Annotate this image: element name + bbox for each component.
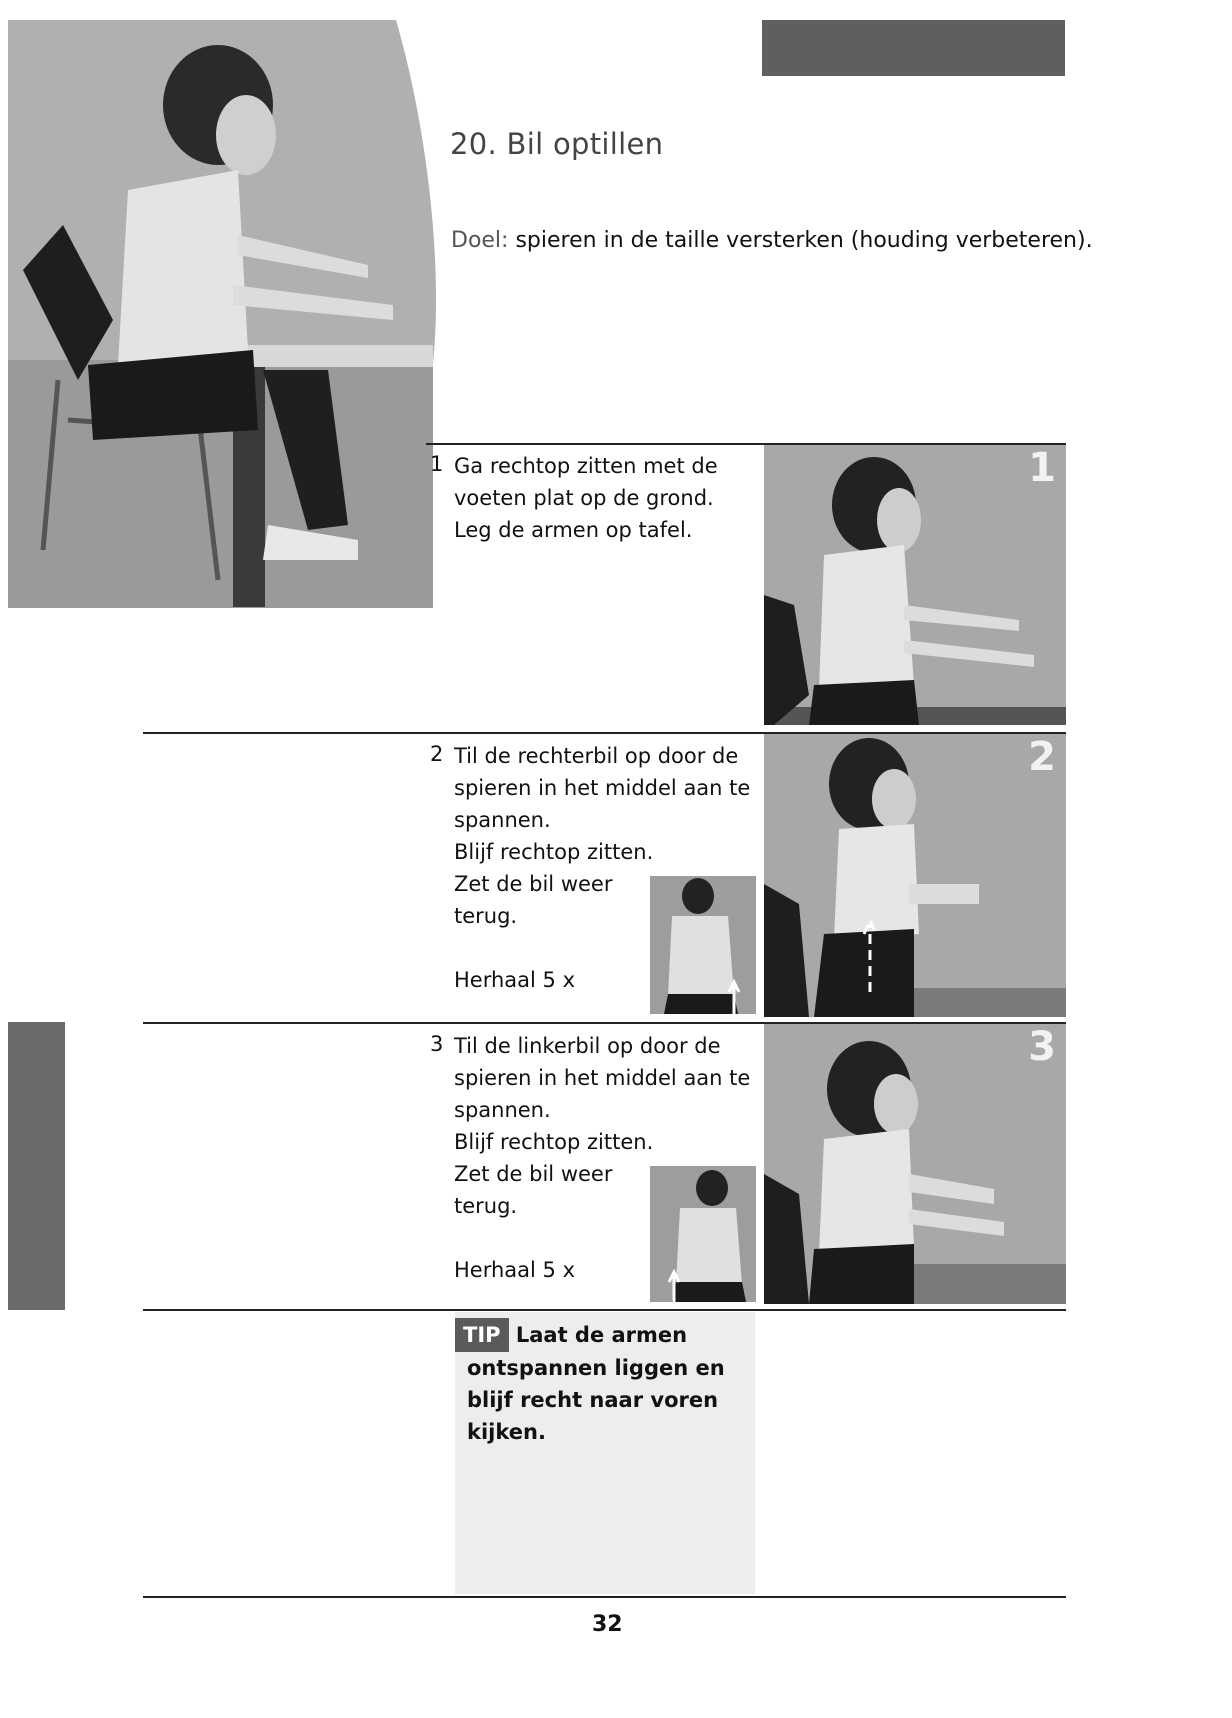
goal-line	[451, 228, 1093, 253]
step-3-illustration	[764, 1024, 1066, 1304]
side-tab	[8, 1022, 65, 1310]
step-repeat: Herhaal 5 x	[454, 1258, 575, 1282]
step-3-thumbnail	[650, 1166, 756, 1302]
tip-text	[455, 1312, 755, 1448]
step-line: Til de linkerbil op door de	[454, 1034, 721, 1058]
hero-photo	[8, 20, 436, 608]
photo-number: 2	[1028, 734, 1056, 780]
page-number: 32	[592, 1612, 623, 1637]
step-line: Til de rechterbil op door de	[454, 744, 739, 768]
step-line: terug.	[454, 1194, 518, 1218]
tip-box	[455, 1312, 755, 1594]
step-2-back-view	[650, 876, 756, 1014]
step-3-photo	[764, 1024, 1066, 1304]
step-line: Ga rechtop zitten met de	[454, 454, 718, 478]
step-line: spannen.	[454, 808, 551, 832]
step-line: Zet de bil weer	[454, 1162, 613, 1186]
step-1-photo	[764, 445, 1066, 725]
step-line: Zet de bil weer	[454, 872, 613, 896]
step-1-text	[454, 450, 718, 546]
photo-number: 3	[1028, 1024, 1056, 1070]
tip-line: blijf recht naar voren	[467, 1388, 719, 1412]
step-line: voeten plat op de grond.	[454, 486, 714, 510]
page-title: 20. Bil optillen	[450, 127, 664, 161]
step-line: Leg de armen op tafel.	[454, 518, 693, 542]
step-number: 3	[430, 1032, 444, 1056]
step-2-photo	[764, 734, 1066, 1017]
step-line: spieren in het middel aan te	[454, 776, 751, 800]
goal-text: spieren in de taille versterken (houding verbeteren).	[515, 228, 1093, 253]
tip-label: TIP	[455, 1318, 509, 1352]
step-line: spieren in het middel aan te	[454, 1066, 751, 1090]
step-3-back-view	[650, 1166, 756, 1302]
step-line: Blijf rechtop zitten.	[454, 1130, 654, 1154]
goal-label: Doel:	[451, 228, 509, 253]
photo-number: 1	[1028, 445, 1056, 491]
step-repeat: Herhaal 5 x	[454, 968, 575, 992]
step-line: spannen.	[454, 1098, 551, 1122]
step-2-thumbnail	[650, 876, 756, 1014]
step-2-illustration	[764, 734, 1066, 1017]
tip-line: kijken.	[467, 1420, 546, 1444]
seated-woman-illustration	[8, 20, 436, 608]
step-line: Blijf rechtop zitten.	[454, 840, 654, 864]
tip-line: ontspannen liggen en	[467, 1356, 725, 1380]
divider-tip	[143, 1309, 1066, 1311]
header-bar	[762, 20, 1065, 76]
step-number: 1	[430, 452, 444, 476]
step-number: 2	[430, 742, 444, 766]
tip-line: Laat de armen	[515, 1323, 688, 1347]
divider-footer	[143, 1596, 1066, 1598]
step-line: terug.	[454, 904, 518, 928]
step-1-illustration	[764, 445, 1066, 725]
